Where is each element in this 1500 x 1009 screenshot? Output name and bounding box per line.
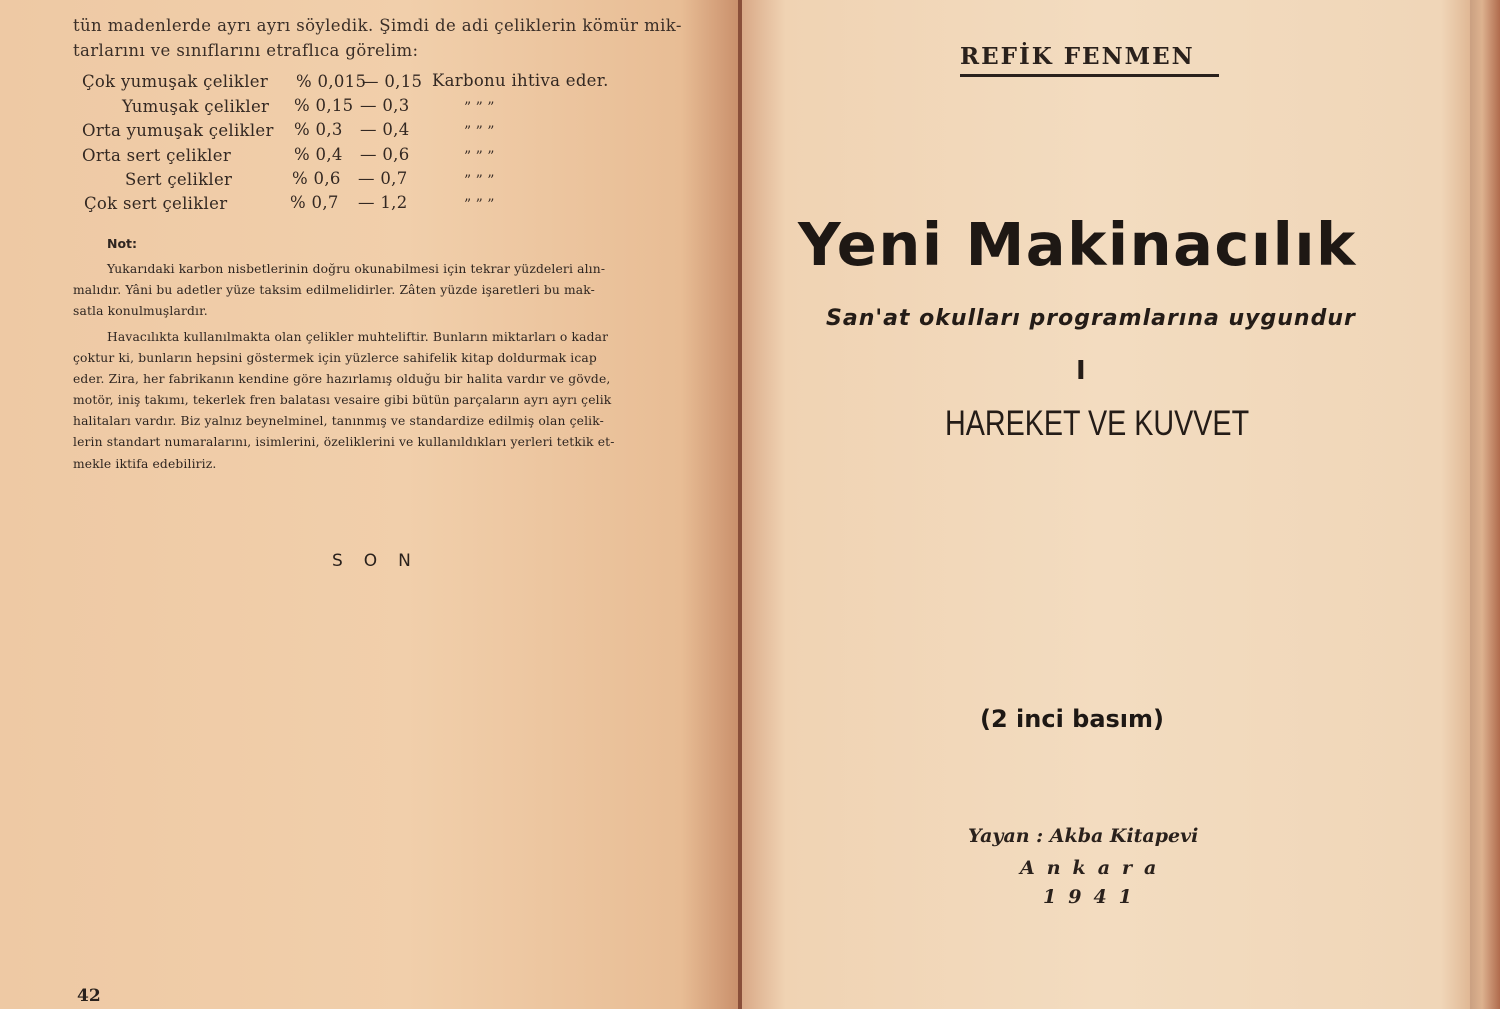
left-page — [0, 0, 740, 1009]
steel-percent: % 0,3 — [294, 120, 343, 139]
intro-line-1: tün madenlerde ayrı ayrı söyledik. Şimdi de adi çeliklerin kömür mik- — [73, 16, 682, 35]
steel-range: — 0,7 — [358, 169, 408, 188]
right-page — [742, 0, 1470, 1009]
note-line: Havacılıkta kullanılmakta olan çelikler muhteliftir. Bunların miktarları o kadar — [107, 330, 609, 344]
book-title: Yeni Makinacılık — [798, 210, 1357, 279]
steel-percent: % 0,6 — [292, 169, 341, 188]
steel-note: ” ” ” — [464, 100, 495, 116]
steel-percent: % 0,4 — [294, 145, 343, 164]
note-line: malıdır. Yâni bu adetler yüze taksim edilmelidirler. Zâten yüzde işaretleri bu mak- — [73, 283, 595, 297]
part-title: HAREKET VE KUVVET — [945, 404, 1250, 443]
steel-range: — 0,4 — [360, 120, 410, 139]
note-line: lerin standart numaralarını, isimlerini, özeliklerini ve kullanıldıkları yerleri tetkik et- — [73, 435, 615, 449]
note-line: eder. Zira, her fabrikanın kendine göre hazırlamış olduğu bir halita vardır ve gövde, — [73, 372, 611, 386]
book-subtitle: San'at okulları programlarına uygundur — [826, 306, 1356, 331]
note-line: motör, iniş takımı, tekerlek fren balatası vesaire gibi bütün parçaların ayrı ayrı çelik — [73, 393, 612, 407]
steel-name: Çok yumuşak çelikler — [82, 72, 269, 91]
note-label: Not: — [107, 236, 138, 251]
steel-range: — 1,2 — [358, 193, 408, 212]
page-edges — [1470, 0, 1500, 1009]
page-number: 42 — [77, 986, 101, 1006]
steel-name: Orta yumuşak çelikler — [82, 121, 274, 140]
steel-percent: % 0,015 — [296, 72, 367, 91]
steel-range: — 0,6 — [360, 145, 410, 164]
volume-number: I — [1076, 356, 1086, 386]
steel-range: — 0,3 — [360, 96, 410, 115]
steel-percent: % 0,7 — [290, 193, 339, 212]
steel-name: Yumuşak çelikler — [122, 97, 270, 116]
steel-note: ” ” ” — [464, 197, 495, 213]
note-line: halitaları vardır. Biz yalnız beynelminel, tanınmış ve standardize edilmiş olan çelik- — [73, 414, 604, 428]
steel-percent: % 0,15 — [294, 96, 354, 115]
intro-line-2: tarlarını ve sınıflarını etraflıca görelim: — [73, 41, 419, 60]
steel-name: Orta sert çelikler — [82, 146, 232, 165]
publication-year: 1941 — [1043, 886, 1144, 908]
author-name: REFİK FENMEN — [960, 43, 1195, 70]
steel-note: ” ” ” — [464, 149, 495, 165]
steel-note: Karbonu ihtiva eder. — [432, 71, 609, 90]
steel-note: ” ” ” — [464, 124, 495, 140]
note-line: çoktur ki, bunların hepsini göstermek için yüzlerce sahifelik kitap doldurmak icap — [73, 351, 597, 365]
end-word: SON — [332, 551, 432, 571]
steel-note: ” ” ” — [464, 173, 495, 189]
note-line: Yukarıdaki karbon nisbetlerinin doğru okunabilmesi için tekrar yüzdeleri alın- — [107, 262, 606, 276]
author-underline — [960, 74, 1219, 77]
steel-name: Sert çelikler — [125, 170, 233, 189]
steel-range: — 0,15 — [362, 72, 423, 91]
note-line: satla konulmuşlardır. — [73, 304, 208, 318]
edition-label: (2 inci basım) — [980, 705, 1165, 733]
publisher-line: Yayan : Akba Kitapevi — [968, 825, 1199, 847]
publication-city: Ankara — [1020, 857, 1169, 879]
steel-name: Çok sert çelikler — [84, 194, 228, 213]
note-line: mekle iktifa edebiliriz. — [73, 457, 217, 471]
